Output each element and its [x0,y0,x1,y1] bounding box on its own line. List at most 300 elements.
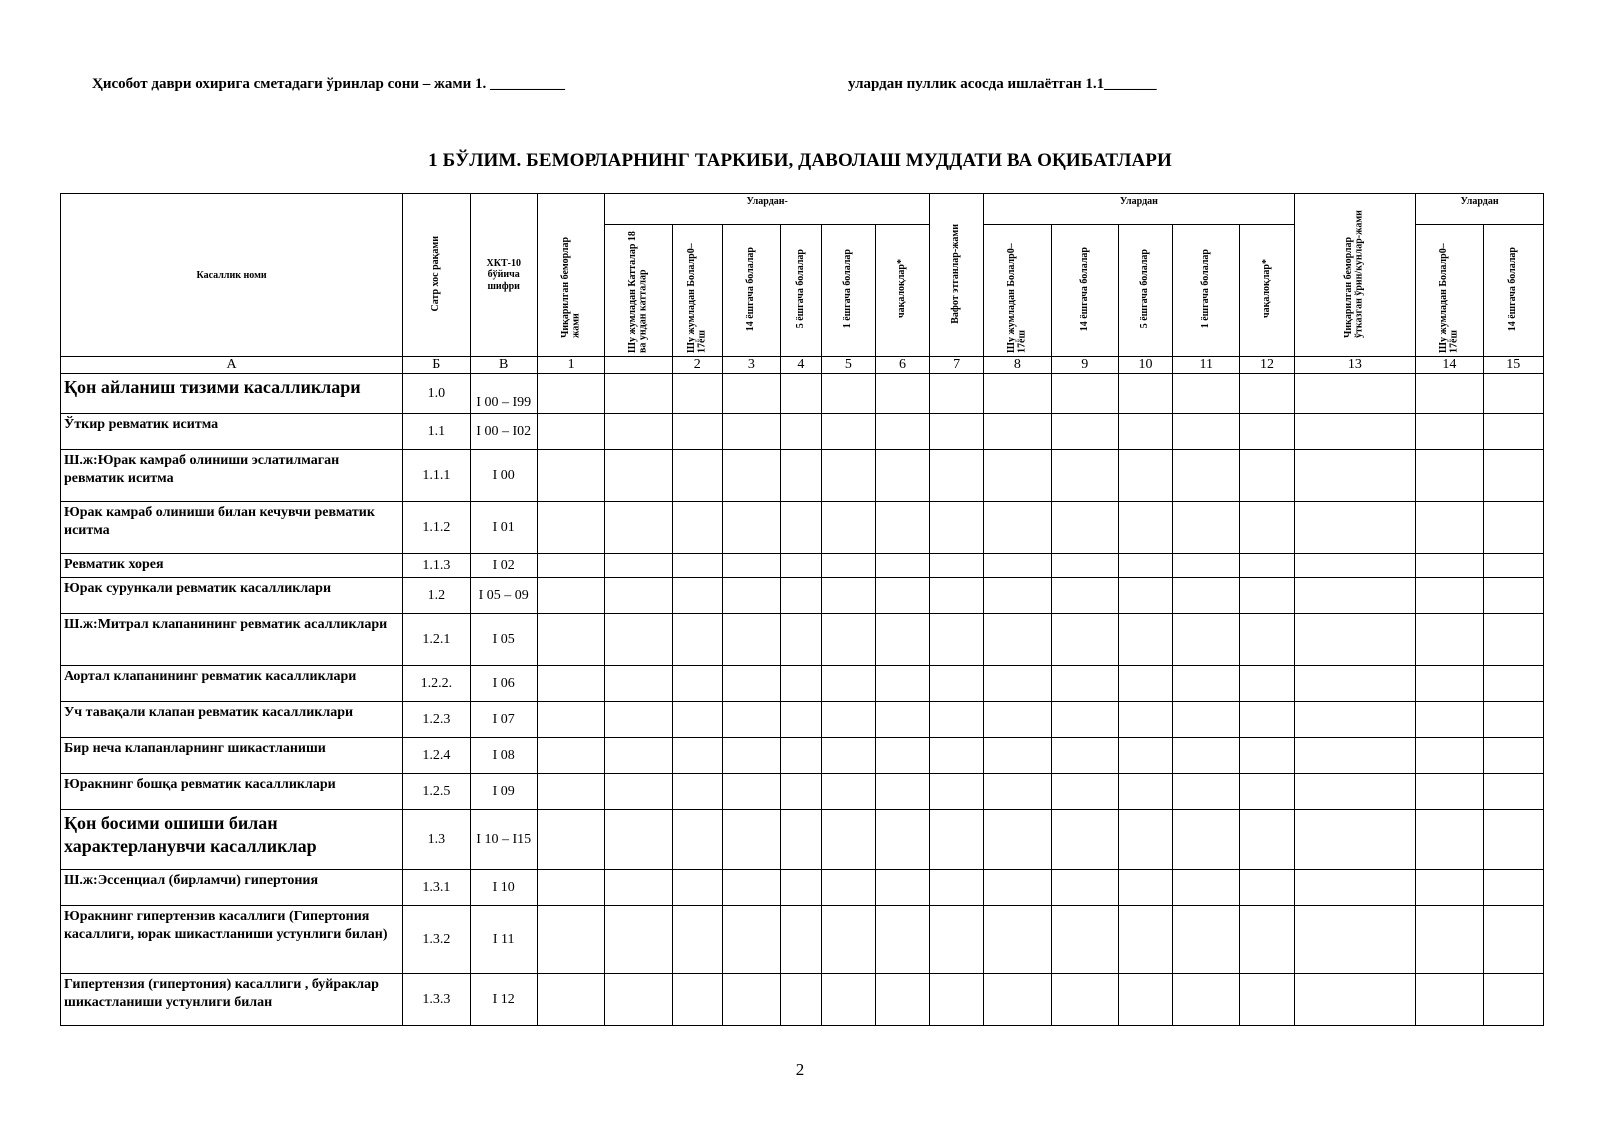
data-entry-cell[interactable] [1483,614,1543,666]
data-entry-cell[interactable] [1294,738,1416,774]
data-entry-cell[interactable] [984,810,1051,870]
data-entry-cell[interactable] [537,614,604,666]
data-entry-cell[interactable] [930,554,984,578]
data-entry-cell[interactable] [1118,502,1172,554]
data-entry-cell[interactable] [1294,414,1416,450]
data-entry-cell[interactable] [1051,666,1118,702]
data-entry-cell[interactable] [1173,810,1240,870]
data-entry-cell[interactable] [722,502,780,554]
data-entry-cell[interactable] [1051,414,1118,450]
data-entry-cell[interactable] [821,810,875,870]
data-entry-cell[interactable] [1240,554,1294,578]
data-entry-cell[interactable] [1240,870,1294,906]
row-code-cell: 1.1.2 [403,502,470,554]
data-entry-cell[interactable] [605,774,672,810]
data-entry-cell[interactable] [821,614,875,666]
data-entry-cell[interactable] [537,702,604,738]
data-entry-cell[interactable] [984,374,1051,414]
data-entry-cell[interactable] [605,666,672,702]
data-entry-cell[interactable] [780,810,821,870]
data-entry-cell[interactable] [875,502,929,554]
data-entry-cell[interactable] [1051,738,1118,774]
data-entry-cell[interactable] [1294,870,1416,906]
paid-beds-line: улардан пуллик асосда ишлаётган 1.1_______ [848,76,1157,92]
data-entry-cell[interactable] [1173,666,1240,702]
data-entry-cell[interactable] [875,870,929,906]
table-row [61,702,1544,738]
data-entry-cell[interactable] [780,614,821,666]
data-entry-cell[interactable] [537,870,604,906]
icd-code-cell: I 05 [470,614,537,666]
data-entry-cell[interactable] [722,870,780,906]
row-code-cell: 1.3.2 [403,906,470,974]
table-row [61,414,1544,450]
data-entry-cell[interactable] [1118,578,1172,614]
data-entry-cell[interactable] [875,738,929,774]
data-entry-cell[interactable] [1118,554,1172,578]
data-entry-cell[interactable] [930,906,984,974]
data-entry-cell[interactable] [537,774,604,810]
table-row [61,774,1544,810]
icd-code-cell: I 01 [470,502,537,554]
col-row-code: Сатр хос рақами [403,194,470,357]
data-entry-cell[interactable] [1051,810,1118,870]
data-entry-cell[interactable] [605,870,672,906]
data-entry-cell[interactable] [1294,774,1416,810]
data-entry-cell[interactable] [780,774,821,810]
data-entry-cell[interactable] [875,614,929,666]
data-entry-cell[interactable] [672,578,722,614]
data-entry-cell[interactable] [780,578,821,614]
data-entry-cell[interactable] [1416,502,1483,554]
data-entry-cell[interactable] [1416,738,1483,774]
data-entry-cell[interactable] [780,554,821,578]
col-under-1: 1 ёшгача болалар [821,225,875,357]
data-entry-cell[interactable] [1483,578,1543,614]
data-entry-cell[interactable] [780,974,821,1026]
data-entry-cell[interactable] [1294,578,1416,614]
data-entry-cell[interactable] [537,554,604,578]
data-entry-cell[interactable] [984,502,1051,554]
data-entry-cell[interactable] [1240,702,1294,738]
data-entry-cell[interactable] [875,774,929,810]
data-entry-cell[interactable] [930,774,984,810]
data-entry-cell[interactable] [984,614,1051,666]
data-entry-cell[interactable] [672,702,722,738]
data-entry-cell[interactable] [821,666,875,702]
disease-name-cell: Ревматик хорея [61,554,403,578]
data-entry-cell[interactable] [780,414,821,450]
icd-code-cell: I 00 – I02 [470,414,537,450]
data-entry-cell[interactable] [722,414,780,450]
data-entry-cell[interactable] [605,374,672,414]
data-entry-cell[interactable] [1483,502,1543,554]
data-entry-cell[interactable] [930,738,984,774]
index-cell: 3 [722,357,780,374]
data-entry-cell[interactable] [605,614,672,666]
data-entry-cell[interactable] [1240,414,1294,450]
data-entry-cell[interactable] [821,374,875,414]
group-header-discharged: Улардан- [605,194,930,225]
data-entry-cell[interactable] [1483,666,1543,702]
table-row [61,450,1544,502]
row-code-cell: 1.1.1 [403,450,470,502]
data-entry-cell[interactable] [1173,502,1240,554]
row-code-cell: 1.3 [403,810,470,870]
disease-name-cell: Қон айланиш тизими касалликлари [61,374,403,414]
data-entry-cell[interactable] [672,810,722,870]
index-cell: 11 [1173,357,1240,374]
data-entry-cell[interactable] [1118,374,1172,414]
data-entry-cell[interactable] [1416,774,1483,810]
data-entry-cell[interactable] [722,974,780,1026]
data-entry-cell[interactable] [1240,614,1294,666]
data-entry-cell[interactable] [722,666,780,702]
data-entry-cell[interactable] [537,502,604,554]
disease-name-cell: Ш.ж:Юрак камраб олиниши эслатилмаган ревматик иситма [61,450,403,502]
data-entry-cell[interactable] [821,450,875,502]
data-entry-cell[interactable] [821,702,875,738]
data-entry-cell[interactable] [1483,414,1543,450]
data-entry-cell[interactable] [1173,554,1240,578]
data-entry-cell[interactable] [875,374,929,414]
data-entry-cell[interactable] [1173,774,1240,810]
data-entry-cell[interactable] [930,810,984,870]
data-entry-cell[interactable] [1118,974,1172,1026]
data-entry-cell[interactable] [1483,974,1543,1026]
section-title: 1 БЎЛИМ. БЕМОРЛАРНИНГ ТАРКИБИ, ДАВОЛАШ МУДДАТИ ВА ОҚИБАТЛАРИ [428,150,1172,171]
data-entry-cell[interactable] [984,906,1051,974]
data-entry-cell[interactable] [1118,906,1172,974]
index-cell: 1 [537,357,604,374]
data-entry-cell[interactable] [722,450,780,502]
data-entry-cell[interactable] [672,774,722,810]
data-entry-cell[interactable] [1294,974,1416,1026]
data-entry-cell[interactable] [875,450,929,502]
table-row [61,666,1544,702]
data-entry-cell[interactable] [537,450,604,502]
data-entry-cell[interactable] [821,870,875,906]
data-entry-cell[interactable] [1051,906,1118,974]
table-row [61,614,1544,666]
table-row [61,738,1544,774]
data-entry-cell[interactable] [930,666,984,702]
data-entry-cell[interactable] [930,702,984,738]
data-entry-cell[interactable] [672,666,722,702]
data-entry-cell[interactable] [1416,450,1483,502]
col-under-14: 14 ёшгача болалар [722,225,780,357]
data-entry-cell[interactable] [605,502,672,554]
data-entry-cell[interactable] [1173,702,1240,738]
data-entry-cell[interactable] [930,614,984,666]
data-entry-cell[interactable] [930,502,984,554]
data-entry-cell[interactable] [605,554,672,578]
data-entry-cell[interactable] [930,870,984,906]
data-entry-cell[interactable] [722,578,780,614]
data-entry-cell[interactable] [1051,774,1118,810]
row-code-cell: 1.0 [403,374,470,414]
data-entry-cell[interactable] [1173,974,1240,1026]
data-entry-cell[interactable] [1294,502,1416,554]
data-entry-cell[interactable] [672,614,722,666]
data-entry-cell[interactable] [1118,738,1172,774]
table-row [61,578,1544,614]
data-entry-cell[interactable] [1483,374,1543,414]
data-entry-cell[interactable] [984,554,1051,578]
data-entry-cell[interactable] [537,374,604,414]
col-under-5: 5 ёшгача болалар [780,225,821,357]
data-entry-cell[interactable] [1416,906,1483,974]
data-entry-cell[interactable] [875,906,929,974]
data-entry-cell[interactable] [1240,738,1294,774]
icd-code-cell: I 08 [470,738,537,774]
icd-code-cell: I 10 [470,870,537,906]
data-entry-cell[interactable] [672,906,722,974]
data-entry-cell[interactable] [537,578,604,614]
data-entry-cell[interactable] [672,414,722,450]
data-entry-cell[interactable] [780,738,821,774]
data-entry-cell[interactable] [1416,554,1483,578]
data-entry-cell[interactable] [1173,374,1240,414]
data-entry-cell[interactable] [821,554,875,578]
data-entry-cell[interactable] [1240,906,1294,974]
row-code-cell: 1.2.4 [403,738,470,774]
data-entry-cell[interactable] [930,578,984,614]
data-entry-cell[interactable] [930,374,984,414]
row-code-cell: 1.2 [403,578,470,614]
disease-name-cell: Юракнинг гипертензив касаллиги (Гипертония касаллиги, юрак шикастланиши устунлиги билан) [61,906,403,974]
data-entry-cell[interactable] [821,774,875,810]
data-entry-cell[interactable] [1173,414,1240,450]
col-bed-days-children-0-17: Шу жумладан Болалр0–17ёш [1416,225,1483,357]
data-entry-cell[interactable] [780,374,821,414]
data-entry-cell[interactable] [1483,906,1543,974]
col-adults: Шу жумладан Катталар 18 ва ундан катталар [605,225,672,357]
data-entry-cell[interactable] [1240,774,1294,810]
col-icd-code: ХКТ-10 бўйича шифри [470,194,537,357]
data-entry-cell[interactable] [722,906,780,974]
data-entry-cell[interactable] [984,974,1051,1026]
data-entry-cell[interactable] [722,774,780,810]
data-entry-cell[interactable] [605,578,672,614]
data-entry-cell[interactable] [537,906,604,974]
data-entry-cell[interactable] [821,738,875,774]
data-entry-cell[interactable] [1118,414,1172,450]
data-entry-cell[interactable] [1118,870,1172,906]
table-row [61,374,1544,414]
data-entry-cell[interactable] [1051,974,1118,1026]
data-entry-cell[interactable] [1051,554,1118,578]
col-died-under-5: 5 ёшгача болалар [1118,225,1172,357]
data-entry-cell[interactable] [1051,614,1118,666]
data-entry-cell[interactable] [1416,374,1483,414]
data-entry-cell[interactable] [1051,502,1118,554]
data-entry-cell[interactable] [722,810,780,870]
data-entry-cell[interactable] [780,666,821,702]
data-entry-cell[interactable] [722,738,780,774]
data-entry-cell[interactable] [780,702,821,738]
data-entry-cell[interactable] [1051,578,1118,614]
column-index-row [61,357,1544,374]
data-entry-cell[interactable] [1294,554,1416,578]
table-row [61,554,1544,578]
data-entry-cell[interactable] [672,502,722,554]
data-entry-cell[interactable] [1051,702,1118,738]
data-entry-cell[interactable] [537,414,604,450]
data-entry-cell[interactable] [1416,702,1483,738]
data-entry-cell[interactable] [1051,870,1118,906]
col-died-under-14: 14 ёшгача болалар [1051,225,1118,357]
data-entry-cell[interactable] [1416,870,1483,906]
data-entry-cell[interactable] [821,414,875,450]
data-entry-cell[interactable] [1483,738,1543,774]
data-entry-cell[interactable] [1118,702,1172,738]
header-row-1 [61,194,1544,225]
data-entry-cell[interactable] [1118,450,1172,502]
data-entry-cell[interactable] [672,374,722,414]
data-entry-cell[interactable] [1173,906,1240,974]
data-entry-cell[interactable] [875,554,929,578]
data-entry-cell[interactable] [1240,374,1294,414]
icd-code-cell: I 06 [470,666,537,702]
data-entry-cell[interactable] [1173,870,1240,906]
index-cell [605,357,672,374]
data-entry-cell[interactable] [605,414,672,450]
data-entry-cell[interactable] [1294,666,1416,702]
data-entry-cell[interactable] [537,974,604,1026]
data-entry-cell[interactable] [1416,810,1483,870]
data-entry-cell[interactable] [1051,450,1118,502]
disease-name-cell: Ш.ж:Эссенциал (бирламчи) гипертония [61,870,403,906]
data-entry-cell[interactable] [605,974,672,1026]
index-cell: Б [403,357,470,374]
group-header-died: Улардан [984,194,1294,225]
data-entry-cell[interactable] [780,450,821,502]
data-entry-cell[interactable] [984,870,1051,906]
data-entry-cell[interactable] [722,702,780,738]
data-entry-cell[interactable] [1240,974,1294,1026]
data-entry-cell[interactable] [605,450,672,502]
data-entry-cell[interactable] [821,502,875,554]
index-cell: 2 [672,357,722,374]
data-entry-cell[interactable] [672,554,722,578]
data-entry-cell[interactable] [605,702,672,738]
data-entry-cell[interactable] [1118,614,1172,666]
col-children-0-17: Шу жумладан Болалр0–17ёш [672,225,722,357]
data-entry-cell[interactable] [1294,810,1416,870]
data-entry-cell[interactable] [537,666,604,702]
data-entry-cell[interactable] [930,414,984,450]
data-entry-cell[interactable] [1416,614,1483,666]
disease-name-cell: Аортал клапанининг ревматик касалликлари [61,666,403,702]
data-entry-cell[interactable] [672,974,722,1026]
index-cell: А [61,357,403,374]
data-entry-cell[interactable] [875,974,929,1026]
data-entry-cell[interactable] [875,810,929,870]
data-entry-cell[interactable] [1416,578,1483,614]
data-entry-cell[interactable] [1483,702,1543,738]
data-entry-cell[interactable] [1173,738,1240,774]
data-entry-cell[interactable] [875,666,929,702]
data-entry-cell[interactable] [1240,450,1294,502]
data-entry-cell[interactable] [1483,774,1543,810]
data-entry-cell[interactable] [1416,414,1483,450]
data-entry-cell[interactable] [1416,666,1483,702]
data-entry-cell[interactable] [605,810,672,870]
data-entry-cell[interactable] [605,906,672,974]
data-entry-cell[interactable] [722,554,780,578]
data-entry-cell[interactable] [605,738,672,774]
data-entry-cell[interactable] [1483,870,1543,906]
data-entry-cell[interactable] [672,738,722,774]
data-entry-cell[interactable] [984,702,1051,738]
data-entry-cell[interactable] [780,502,821,554]
icd-code-cell: I 05 – 09 [470,578,537,614]
data-entry-cell[interactable] [930,450,984,502]
data-entry-cell[interactable] [1118,774,1172,810]
data-entry-cell[interactable] [984,450,1051,502]
data-entry-cell[interactable] [1240,666,1294,702]
data-entry-cell[interactable] [821,974,875,1026]
data-entry-cell[interactable] [672,870,722,906]
data-entry-cell[interactable] [1051,374,1118,414]
data-entry-cell[interactable] [1118,810,1172,870]
index-cell: 4 [780,357,821,374]
data-entry-cell[interactable] [984,738,1051,774]
data-entry-cell[interactable] [1416,974,1483,1026]
data-entry-cell[interactable] [875,414,929,450]
data-entry-cell[interactable] [722,374,780,414]
data-entry-cell[interactable] [821,906,875,974]
data-entry-cell[interactable] [821,578,875,614]
data-entry-cell[interactable] [1118,666,1172,702]
data-entry-cell[interactable] [930,974,984,1026]
data-entry-cell[interactable] [1483,450,1543,502]
data-entry-cell[interactable] [1173,614,1240,666]
data-entry-cell[interactable] [780,870,821,906]
data-entry-cell[interactable] [537,738,604,774]
data-entry-cell[interactable] [1240,502,1294,554]
data-entry-cell[interactable] [780,906,821,974]
data-entry-cell[interactable] [1294,450,1416,502]
data-entry-cell[interactable] [1294,614,1416,666]
data-entry-cell[interactable] [875,702,929,738]
disease-name-cell: Юрак камраб олиниши билан кечувчи ревматик иситма [61,502,403,554]
data-entry-cell[interactable] [722,614,780,666]
data-entry-cell[interactable] [672,450,722,502]
data-entry-cell[interactable] [1294,374,1416,414]
data-entry-cell[interactable] [984,666,1051,702]
data-entry-cell[interactable] [1294,702,1416,738]
col-died-under-1: 1 ёшгача болалар [1173,225,1240,357]
data-entry-cell[interactable] [984,578,1051,614]
data-entry-cell[interactable] [984,774,1051,810]
index-cell: 7 [930,357,984,374]
icd-code-cell: I 07 [470,702,537,738]
data-entry-cell[interactable] [984,414,1051,450]
table-row [61,810,1544,870]
data-entry-cell[interactable] [1483,554,1543,578]
data-entry-cell[interactable] [537,810,604,870]
data-entry-cell[interactable] [875,578,929,614]
data-entry-cell[interactable] [1173,450,1240,502]
data-entry-cell[interactable] [1240,810,1294,870]
index-cell: 13 [1294,357,1416,374]
data-entry-cell[interactable] [1294,906,1416,974]
data-entry-cell[interactable] [1483,810,1543,870]
data-entry-cell[interactable] [1240,578,1294,614]
data-entry-cell[interactable] [1173,578,1240,614]
